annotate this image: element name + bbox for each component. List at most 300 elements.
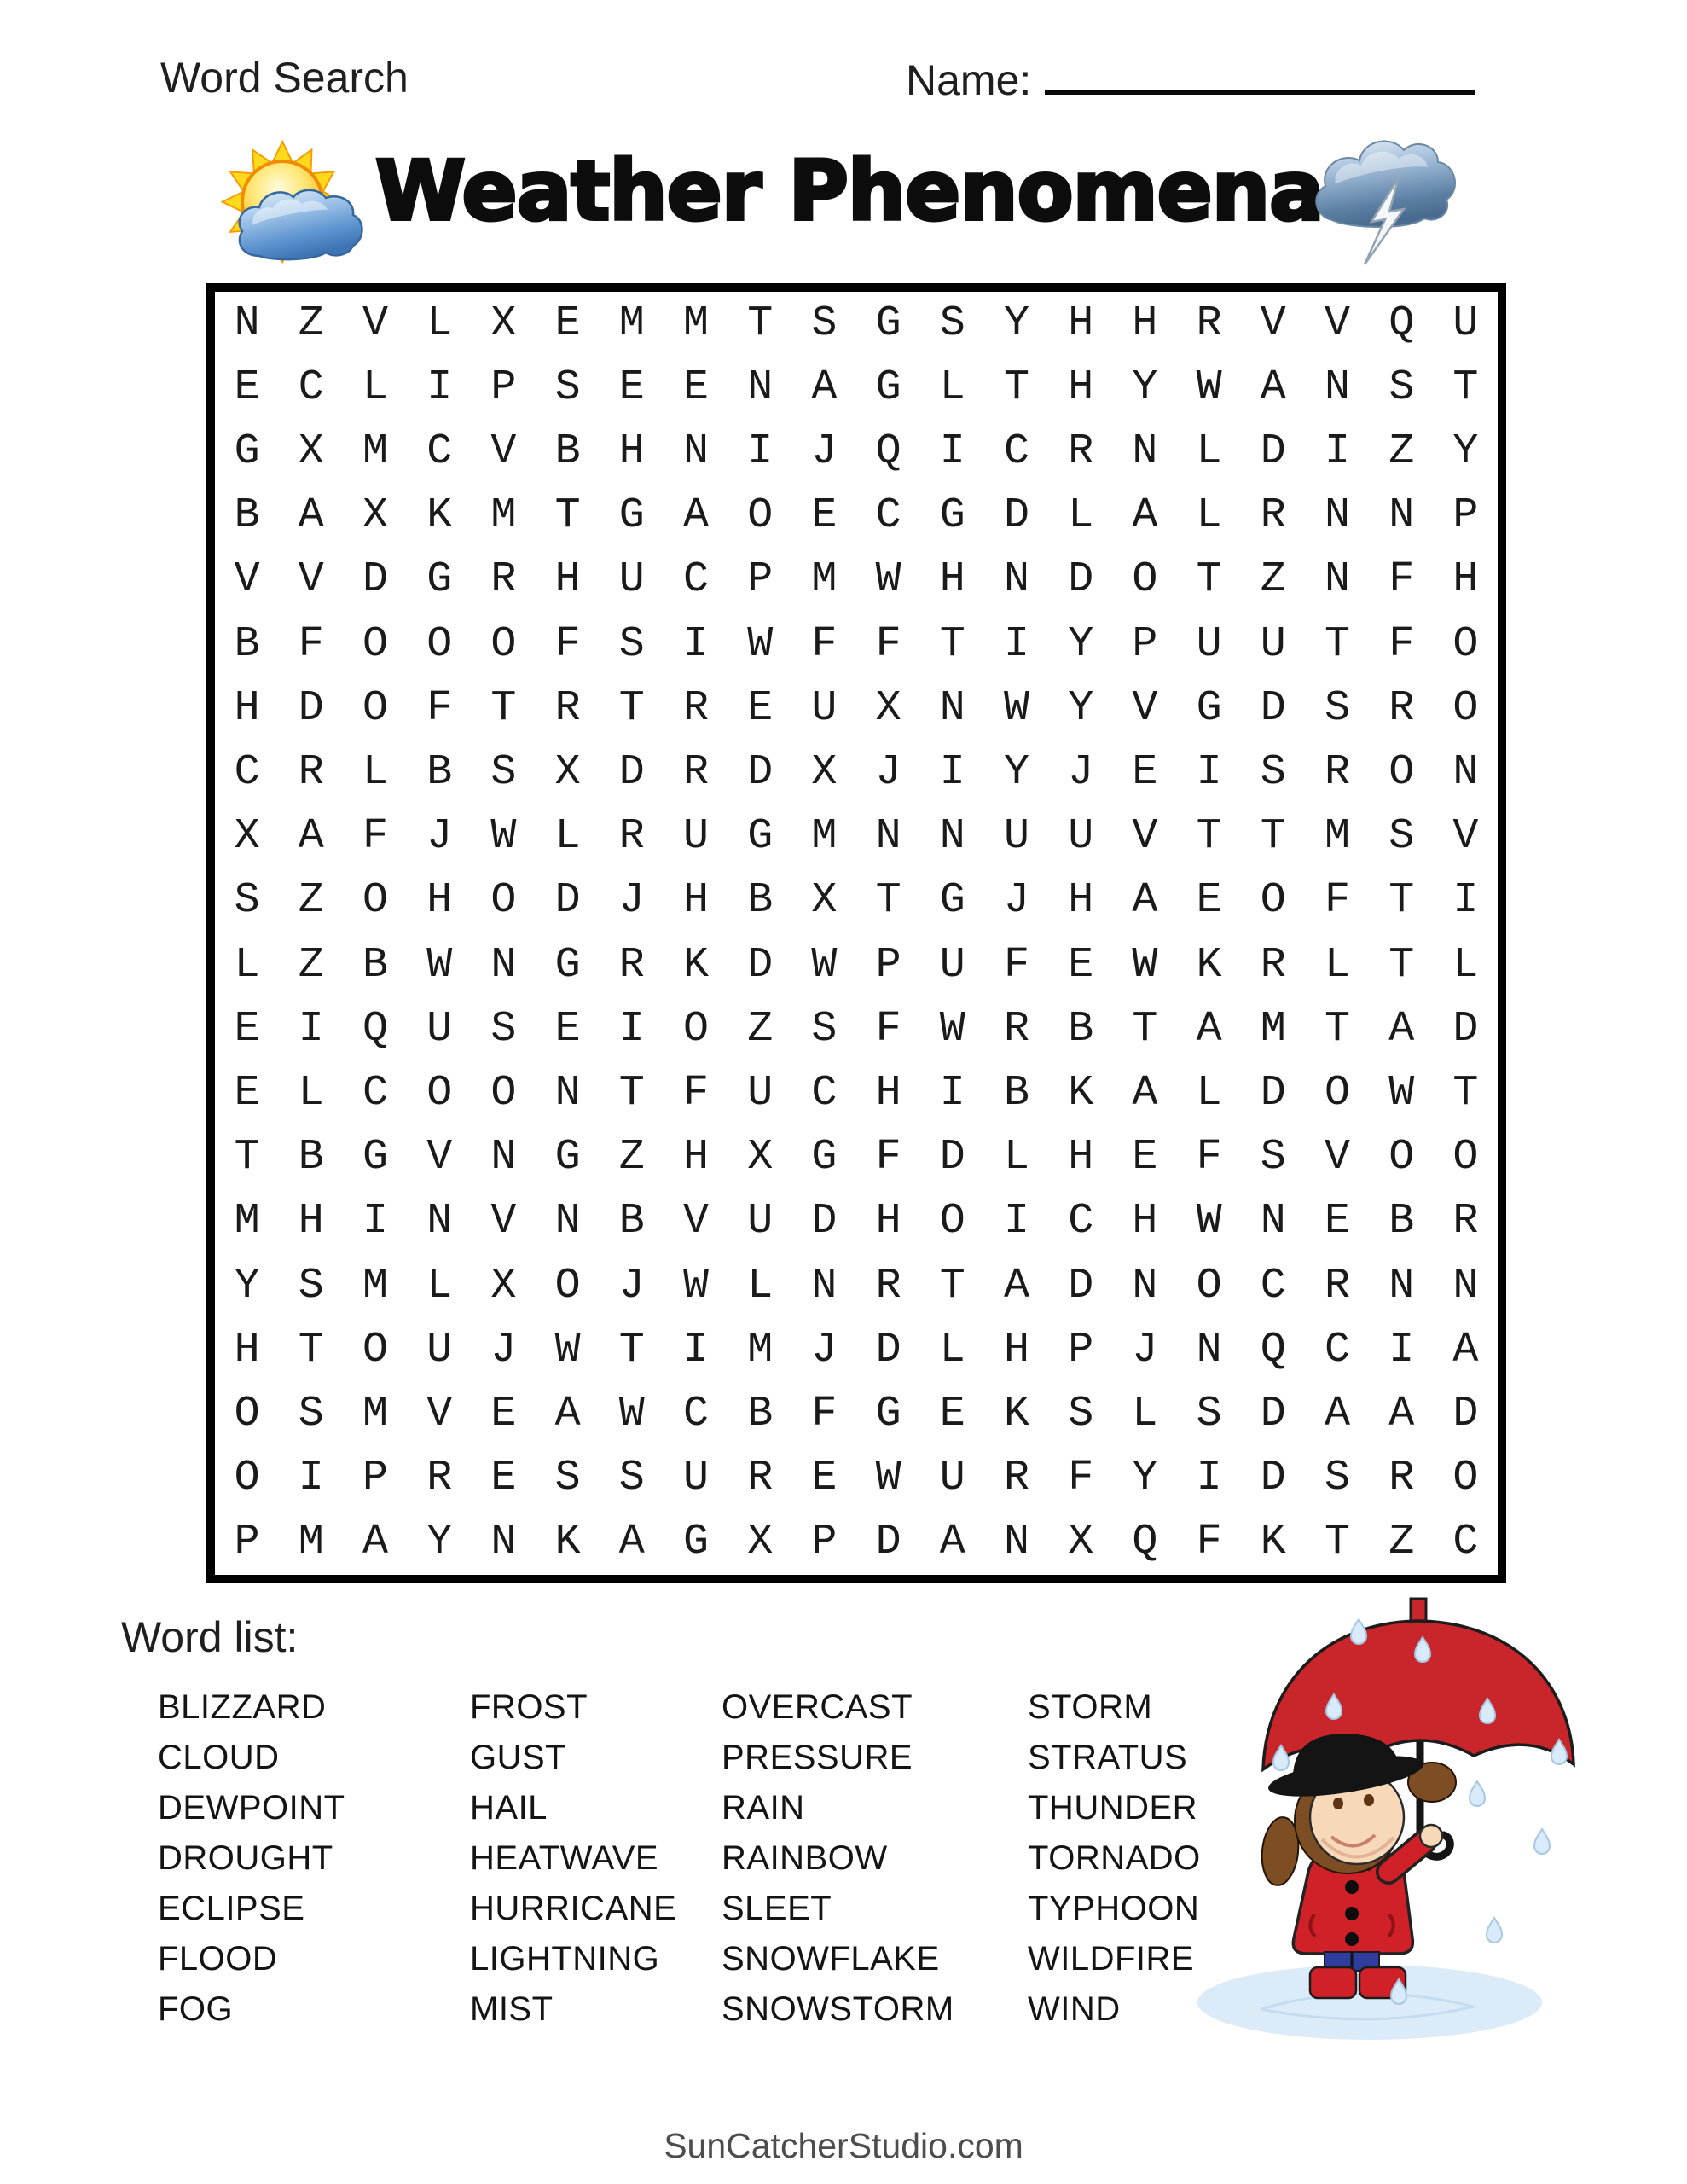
grid-letter: O	[490, 1068, 517, 1118]
grid-letter: M	[234, 1197, 260, 1246]
grid-letter: G	[747, 812, 774, 862]
grid-letter: K	[682, 940, 709, 990]
grid-letter: G	[554, 940, 581, 990]
grid-letter: V	[362, 299, 388, 348]
grid-letter: D	[362, 555, 388, 605]
grid-letter: F	[298, 619, 324, 669]
grid-letter: R	[1068, 427, 1094, 476]
grid-letter: I	[1452, 876, 1479, 926]
word-list-item: FROST	[470, 1688, 588, 1726]
grid-letter: Z	[747, 1004, 774, 1054]
worksheet-type-label: Word Search	[160, 54, 409, 102]
grid-letter: S	[1388, 812, 1415, 862]
word-list-item: CLOUD	[158, 1739, 280, 1776]
grid-letter: H	[426, 876, 453, 926]
grid-letter: N	[747, 363, 774, 412]
grid-letter: D	[939, 1133, 965, 1182]
grid-letter: U	[426, 1004, 453, 1054]
grid-letter: K	[1068, 1068, 1094, 1118]
word-list-item: RAINBOW	[722, 1839, 888, 1877]
word-list-item: FLOOD	[158, 1940, 278, 1978]
grid-letter: F	[426, 683, 453, 733]
grid-letter: Z	[298, 940, 324, 990]
grid-letter: W	[490, 812, 517, 862]
grid-letter: Q	[875, 427, 901, 476]
grid-letter: S	[939, 299, 965, 348]
word-list-item: DEWPOINT	[158, 1789, 345, 1827]
grid-letter: N	[1388, 491, 1415, 541]
grid-letter: B	[1068, 1004, 1094, 1054]
word-list-item: PRESSURE	[722, 1739, 913, 1776]
grid-letter: V	[1260, 299, 1286, 348]
grid-letter: D	[875, 1325, 901, 1374]
word-list-item: STRATUS	[1028, 1739, 1188, 1776]
word-list-item: HURRICANE	[470, 1890, 677, 1927]
grid-letter: U	[618, 555, 645, 605]
grid-letter: N	[939, 812, 965, 862]
grid-letter: O	[362, 683, 388, 733]
grid-letter: A	[1324, 1389, 1350, 1438]
grid-letter: P	[747, 555, 774, 605]
grid-letter: H	[1068, 876, 1094, 926]
grid-letter: R	[1260, 491, 1286, 541]
grid-letter: R	[426, 1454, 453, 1503]
grid-letter: X	[234, 812, 260, 862]
grid-letter: T	[1452, 363, 1479, 412]
grid-letter: C	[1003, 427, 1029, 476]
grid-letter: D	[1260, 1389, 1286, 1438]
grid-letter: T	[875, 876, 901, 926]
grid-letter: V	[1324, 1133, 1350, 1182]
grid-letter: A	[1132, 1068, 1158, 1118]
grid-letter: X	[298, 427, 324, 476]
grid-letter: D	[747, 747, 774, 797]
grid-letter: J	[618, 1261, 645, 1310]
grid-letter: F	[811, 619, 838, 669]
grid-letter: S	[554, 1454, 581, 1503]
girl-hand	[1420, 1825, 1442, 1847]
grid-letter: H	[682, 1133, 709, 1182]
grid-letter: L	[1196, 491, 1222, 541]
grid-letter: G	[1196, 683, 1222, 733]
grid-letter: O	[362, 1325, 388, 1374]
grid-letter: N	[234, 299, 260, 348]
word-list-item: TYPHOON	[1028, 1890, 1200, 1927]
grid-letter: O	[362, 619, 388, 669]
grid-letter: H	[234, 683, 260, 733]
grid-letter: V	[234, 555, 260, 605]
grid-letter: N	[426, 1197, 453, 1246]
grid-letter: P	[362, 1454, 388, 1503]
grid-letter: B	[426, 747, 453, 797]
grid-letter: X	[554, 747, 581, 797]
grid-letter: R	[1324, 747, 1350, 797]
grid-letter: Y	[1003, 747, 1029, 797]
grid-letter: N	[1132, 1261, 1158, 1310]
grid-letter: E	[747, 683, 774, 733]
grid-letter: V	[426, 1389, 453, 1438]
grid-letter: L	[1068, 491, 1094, 541]
grid-letter: L	[1132, 1389, 1158, 1438]
grid-letter: T	[490, 683, 517, 733]
grid-letter: R	[1196, 299, 1222, 348]
grid-letter: C	[298, 363, 324, 412]
grid-letter: K	[1196, 940, 1222, 990]
grid-letter: A	[1260, 363, 1286, 412]
grid-letter: O	[1452, 619, 1479, 669]
grid-letter: L	[1196, 1068, 1222, 1118]
grid-letter: Z	[1388, 1518, 1415, 1567]
grid-letter: H	[1132, 1197, 1158, 1246]
grid-letter: E	[811, 1454, 838, 1503]
grid-letter: M	[362, 427, 388, 476]
grid-letter: C	[811, 1068, 838, 1118]
grid-letter: M	[1260, 1004, 1286, 1054]
grid-letter: F	[1388, 555, 1415, 605]
grid-letter: R	[1324, 1261, 1350, 1310]
grid-letter: G	[554, 1133, 581, 1182]
grid-letter: A	[1388, 1389, 1415, 1438]
grid-letter: C	[682, 1389, 709, 1438]
grid-letter: V	[682, 1197, 709, 1246]
girl-eye	[1333, 1798, 1343, 1809]
grid-letter: F	[1003, 940, 1029, 990]
grid-letter: R	[298, 747, 324, 797]
grid-letter: C	[362, 1068, 388, 1118]
grid-letter: N	[1452, 747, 1479, 797]
grid-letter: T	[1388, 876, 1415, 926]
grid-letter: I	[682, 619, 709, 669]
grid-letter: Z	[298, 299, 324, 348]
grid-letter: O	[1388, 747, 1415, 797]
grid-letter: T	[747, 299, 774, 348]
word-list-item: WIND	[1028, 1990, 1121, 2028]
sun-behind-cloud-icon	[203, 119, 365, 264]
storm-cloud-lightning-icon	[1303, 118, 1461, 271]
grid-letter: I	[1196, 1454, 1222, 1503]
grid-letter: B	[234, 619, 260, 669]
grid-letter: W	[811, 940, 838, 990]
grid-letter: L	[426, 1261, 453, 1310]
grid-letter: S	[618, 1454, 645, 1503]
grid-letter: S	[490, 747, 517, 797]
grid-letter: T	[1196, 812, 1222, 862]
grid-letter: B	[554, 427, 581, 476]
word-list-item: GUST	[470, 1739, 567, 1776]
grid-letter: X	[875, 683, 901, 733]
grid-letter: T	[1003, 363, 1029, 412]
grid-letter: V	[298, 555, 324, 605]
grid-letter: E	[1068, 940, 1094, 990]
grid-letter: U	[1452, 299, 1479, 348]
grid-letter: J	[1132, 1325, 1158, 1374]
grid-letter: S	[490, 1004, 517, 1054]
girl-with-red-umbrella-illustration	[1192, 1587, 1670, 2082]
grid-letter: E	[554, 1004, 581, 1054]
grid-letter: W	[682, 1261, 709, 1310]
word-list-item: STORM	[1028, 1688, 1153, 1726]
word-list-heading: Word list:	[121, 1613, 299, 1661]
grid-letter: U	[426, 1325, 453, 1374]
grid-letter: I	[939, 427, 965, 476]
grid-letter: W	[1196, 363, 1222, 412]
grid-letter: E	[1132, 1133, 1158, 1182]
grid-letter: W	[875, 1454, 901, 1503]
grid-letter: G	[618, 491, 645, 541]
word-list-item: DROUGHT	[158, 1839, 333, 1877]
grid-letter: T	[939, 1261, 965, 1310]
grid-letter: H	[298, 1197, 324, 1246]
grid-letter: L	[1452, 940, 1479, 990]
grid-letter: F	[1388, 619, 1415, 669]
name-row	[906, 53, 1475, 105]
grid-letter: I	[1324, 427, 1350, 476]
grid-letter: W	[426, 940, 453, 990]
word-list-item: WILDFIRE	[1028, 1940, 1195, 1978]
word-list-item: ECLIPSE	[158, 1890, 305, 1927]
grid-letter: E	[939, 1389, 965, 1438]
grid-letter: D	[1068, 1261, 1094, 1310]
grid-letter: N	[1003, 555, 1029, 605]
word-search-grid	[206, 283, 1506, 1583]
grid-letter: A	[618, 1518, 645, 1567]
grid-letter: U	[1196, 619, 1222, 669]
grid-letter: J	[426, 812, 453, 862]
grid-letter: F	[554, 619, 581, 669]
grid-letter: S	[811, 1004, 838, 1054]
grid-letter: F	[875, 619, 901, 669]
grid-letter: H	[875, 1197, 901, 1246]
grid-letter: J	[618, 876, 645, 926]
grid-letter: P	[875, 940, 901, 990]
grid-letter: R	[1388, 683, 1415, 733]
grid-letter: X	[1068, 1518, 1094, 1567]
grid-letter: Y	[1132, 1454, 1158, 1503]
grid-letter: I	[618, 1004, 645, 1054]
grid-letter: D	[298, 683, 324, 733]
grid-letter: C	[1452, 1518, 1479, 1567]
grid-letter: J	[811, 427, 838, 476]
grid-letter: A	[1132, 876, 1158, 926]
grid-letter: R	[554, 683, 581, 733]
grid-letter: L	[1324, 940, 1350, 990]
grid-letter: I	[298, 1004, 324, 1054]
grid-letter: T	[1388, 940, 1415, 990]
coat-button	[1345, 1907, 1359, 1920]
grid-letter: A	[682, 491, 709, 541]
grid-letter: I	[939, 1068, 965, 1118]
grid-letter: R	[1260, 940, 1286, 990]
grid-letter: I	[1003, 1197, 1029, 1246]
grid-letter: B	[747, 1389, 774, 1438]
grid-letter: X	[747, 1133, 774, 1182]
grid-letter: E	[234, 1068, 260, 1118]
girl-eye	[1364, 1794, 1374, 1806]
grid-letter: T	[1196, 555, 1222, 605]
grid-letter: S	[811, 299, 838, 348]
grid-letter: E	[811, 491, 838, 541]
grid-letter: H	[618, 427, 645, 476]
grid-letter: Q	[1388, 299, 1415, 348]
grid-letter: R	[618, 940, 645, 990]
grid-letter: Y	[1452, 427, 1479, 476]
grid-letter: L	[939, 1325, 965, 1374]
grid-letter: J	[1003, 876, 1029, 926]
grid-letter: N	[1196, 1325, 1222, 1374]
grid-letter: L	[747, 1261, 774, 1310]
grid-letter: Z	[298, 876, 324, 926]
grid-letter: Q	[1132, 1518, 1158, 1567]
grid-letter: B	[1003, 1068, 1029, 1118]
grid-letter: S	[1196, 1389, 1222, 1438]
word-list-item: HEATWAVE	[470, 1839, 659, 1877]
grid-letter: N	[682, 427, 709, 476]
grid-letter: M	[362, 1389, 388, 1438]
grid-letter: O	[362, 876, 388, 926]
grid-letter: Y	[426, 1518, 453, 1567]
grid-letter: V	[1132, 812, 1158, 862]
grid-letter: O	[490, 619, 517, 669]
grid-letter: D	[1260, 1068, 1286, 1118]
grid-letter: O	[1196, 1261, 1222, 1310]
grid-letter: P	[234, 1518, 260, 1567]
grid-letter: M	[1324, 812, 1350, 862]
grid-letter: C	[875, 491, 901, 541]
grid-letter: Y	[1003, 299, 1029, 348]
grid-letter: L	[362, 363, 388, 412]
grid-letter: T	[1132, 1004, 1158, 1054]
grid-letter: U	[747, 1197, 774, 1246]
grid-letter: S	[1324, 1454, 1350, 1503]
grid-letter: D	[1452, 1389, 1479, 1438]
grid-letter: N	[490, 940, 517, 990]
grid-letter: O	[939, 1197, 965, 1246]
grid-letter: O	[426, 1068, 453, 1118]
word-list-item: SNOWSTORM	[722, 1990, 954, 2028]
name-input-line[interactable]	[1045, 53, 1475, 95]
grid-letter: K	[1260, 1518, 1286, 1567]
grid-letter: L	[362, 747, 388, 797]
grid-letter: U	[682, 812, 709, 862]
grid-letter: N	[1452, 1261, 1479, 1310]
grid-letter: Y	[1068, 619, 1094, 669]
grid-letter: N	[811, 1261, 838, 1310]
grid-letter: D	[554, 876, 581, 926]
grid-letter: M	[747, 1325, 774, 1374]
grid-letter: W	[875, 555, 901, 605]
grid-letter: A	[1003, 1261, 1029, 1310]
grid-letter: A	[1388, 1004, 1415, 1054]
grid-letter: W	[939, 1004, 965, 1054]
grid-letter: H	[682, 876, 709, 926]
grid-letter: P	[811, 1518, 838, 1567]
grid-letter: A	[1196, 1004, 1222, 1054]
grid-letter: T	[1324, 1004, 1350, 1054]
grid-letter: Y	[234, 1261, 260, 1310]
grid-letter: S	[1324, 683, 1350, 733]
grid-letter: E	[234, 1004, 260, 1054]
grid-letter: S	[298, 1389, 324, 1438]
grid-letter: E	[618, 363, 645, 412]
grid-letter: G	[682, 1518, 709, 1567]
grid-letter: L	[554, 812, 581, 862]
grid-letter: H	[1003, 1325, 1029, 1374]
grid-letter: O	[234, 1389, 260, 1438]
puzzle-title: Weather Phenomena	[375, 143, 1324, 239]
grid-letter: T	[1324, 1518, 1350, 1567]
grid-letter: O	[1452, 1133, 1479, 1182]
grid-letter: D	[811, 1197, 838, 1246]
grid-letter: H	[1068, 299, 1094, 348]
grid-letter: N	[1132, 427, 1158, 476]
grid-letter: W	[1388, 1068, 1415, 1118]
grid-letter: I	[298, 1454, 324, 1503]
grid-letter: F	[1196, 1518, 1222, 1567]
grid-letter: D	[1003, 491, 1029, 541]
grid-letter: N	[939, 683, 965, 733]
grid-letter: N	[1324, 555, 1350, 605]
grid-letter: A	[811, 363, 838, 412]
grid-letter: E	[554, 299, 581, 348]
grid-letter: E	[490, 1389, 517, 1438]
grid-letter: X	[362, 491, 388, 541]
grid-letter: F	[682, 1068, 709, 1118]
grid-letter: X	[811, 747, 838, 797]
grid-letter: U	[811, 683, 838, 733]
grid-letter: M	[490, 491, 517, 541]
grid-letter: E	[1196, 876, 1222, 926]
grid-letter: V	[1132, 683, 1158, 733]
grid-letter: N	[1388, 1261, 1415, 1310]
grid-letter: T	[939, 619, 965, 669]
word-list-item: LIGHTNING	[470, 1940, 660, 1978]
grid-letter: G	[939, 491, 965, 541]
grid-letter: Z	[618, 1133, 645, 1182]
grid-letter: G	[875, 299, 901, 348]
grid-letter: A	[554, 1389, 581, 1438]
word-list-column	[1028, 1682, 1201, 2035]
grid-letter: N	[1324, 491, 1350, 541]
grid-letter: I	[426, 363, 453, 412]
grid-letter: I	[1003, 619, 1029, 669]
grid-letter: W	[1196, 1197, 1222, 1246]
grid-letter: O	[426, 619, 453, 669]
grid-letter: H	[1068, 1133, 1094, 1182]
grid-letter: U	[747, 1068, 774, 1118]
grid-letter: L	[939, 363, 965, 412]
grid-letter: O	[1260, 876, 1286, 926]
grid-letter: N	[490, 1133, 517, 1182]
grid-letter: A	[939, 1518, 965, 1567]
grid-letter: Y	[1068, 683, 1094, 733]
grid-letter: S	[234, 876, 260, 926]
grid-letter: N	[875, 812, 901, 862]
grid-letter: B	[747, 876, 774, 926]
grid-letter: H	[1132, 299, 1158, 348]
grid-letter: L	[426, 299, 453, 348]
grid-letter: T	[1260, 812, 1286, 862]
grid-letter: O	[1324, 1068, 1350, 1118]
grid-letter: Q	[362, 1004, 388, 1054]
grid-letter: S	[1260, 747, 1286, 797]
grid-letter: H	[1452, 555, 1479, 605]
grid-letter: W	[1003, 683, 1029, 733]
grid-letter: D	[1260, 427, 1286, 476]
grid-letter: S	[618, 619, 645, 669]
grid-letter: I	[362, 1197, 388, 1246]
grid-letter: H	[554, 555, 581, 605]
word-list-item: SLEET	[722, 1890, 832, 1927]
